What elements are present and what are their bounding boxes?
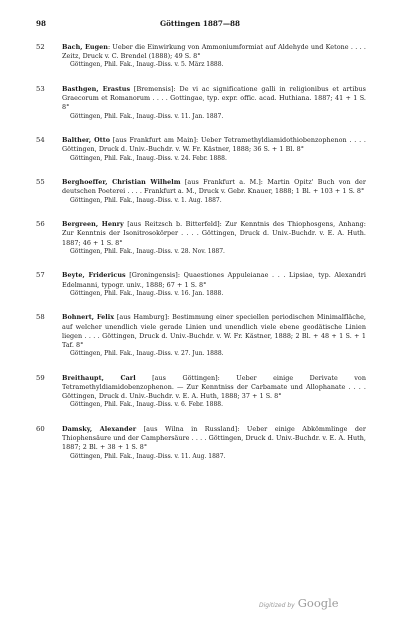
entry-note: Göttingen, Phil. Fak., Inaug.-Diss. v. 1. Aug. 1887. [70,196,222,204]
entry-note: Göttingen, Phil. Fak., Inaug.-Diss. v. 27. Jun. 1888. [70,350,224,358]
entry-note: Göttingen, Phil. Fak., Inaug.-Diss. v. 28. Nov. 1887. [70,247,225,255]
entry-number: 57 [36,271,45,280]
entry-number: 59 [36,373,45,382]
entry-author: Berghoeffer, Christian Wilhelm [62,178,181,187]
google-logo: Google [297,596,339,610]
entry-text: [Groningensis]: Quaestiones Appuleianae . . . Lipsiae, typ. Alexandri Edelmanni, typogr. univ., 1888; 67 + 1 S. 8° [62,271,367,289]
entry-text: [aus Frankfurt am Main]: Ueber Tetramethyldiamidothiobenzophenon . . . . Göttingen, Druck d. Univ.-Buchdr. v. W. Fr. Kästner, 1888; 36 S. + 1 Bl. 8° [62,136,366,154]
entry-note: Göttingen, Phil. Fak., Inaug.-Diss. v. 11. Jan. 1887. [70,112,224,120]
entry-number: 58 [36,313,45,322]
bibliography-entry [36,85,366,121]
entry-text: : Ueber die Einwirkung von Ammoniumformiat auf Aldehyde und Ketone . . . . Zeitz, Druck v. C. Brendel (1888); 49 S. 8° [62,43,367,61]
entry-note: Göttingen, Phil. Fak., Inaug.-Diss. v. 11. Aug. 1887. [70,452,226,460]
bibliography-entry [36,271,366,298]
running-title: Göttingen 1887—88 [159,19,241,28]
entry-author: Beyte, Fridericus [62,271,126,280]
digitization-watermark [259,596,339,610]
entry-number: 56 [36,220,45,229]
entry-citation [62,136,366,154]
entry-author: Bohnert, Felix [62,313,115,322]
entry-text: [aus Göttingen]: Ueber einige Derivate von Tetramethyldiamidobenzophenon. — Zur Kenntniss der Carbamate und Allophanate . . . . Göttingen, Druck d. Univ.-Buchdr. v. E. A. Huth, 1888; 37 + 1 S. 8° [62,373,366,401]
entry-citation [62,220,366,248]
entry-text: [aus Frankfurt a. M.]: Martin Opitz' Buch von der deutschen Poeterei . . . . Frankfurt a. M., Druck v. Gebr. Knauer, 1888; 1 Bl. + 103 + 1 S. 8° [62,178,366,196]
entry-citation [62,374,366,402]
entry-author: Bach, Eugen [62,43,108,51]
digitized-by-text: Digitized by [259,602,295,609]
entry-number: 53 [36,85,45,93]
entry-citation [62,271,366,289]
entry-text: [aus Reitzsch b. Bitterfeld]: Zur Kenntnis des Thiophosgens, Anhang: Zur Kenntnis der Isonitrosokörper . . . . Göttingen, Druck d. Univ.-Buchdr. v. E. A. Huth. 1887; 46 + 1 S. 8° [62,220,366,247]
entry-number: 60 [36,425,45,434]
entry-author: Basthgen, Erastus [62,85,131,93]
entry-citation [62,178,366,196]
page-number: 98 [36,19,47,28]
bibliography-entry [36,178,366,205]
entry-note: Göttingen, Phil. Fak., Inaug.-Diss. v. 5. März 1888. [70,61,224,69]
entry-number: 55 [36,178,45,187]
bibliography-entry [36,43,366,70]
entry-text: [Bremensis]: De vi ac significatione galli in religionibus et artibus Graecorum et Romanorum . . . . Gottingae, typ. expr. offic. acad. Huthiana. 1887; 41 + 1 S. 8° [62,85,366,112]
entry-list [36,43,366,461]
entry-note: Göttingen, Phil. Fak., Inaug.-Diss. v. 24. Febr. 1888. [70,154,227,162]
entry-number: 54 [36,136,45,145]
entry-note: Göttingen, Phil. Fak., Inaug.-Diss. v. 16. Jan. 1888. [70,289,224,297]
bibliography-entry [36,425,366,461]
entry-text: [aus Wilna in Russland]: Ueber einige Abkömmlinge der Thiophensäure und der Camphersäure . . . . Göttingen, Druck d. Univ.-Buchdr. v. E. A. Huth, 1887; 2 Bl. + 38 + 1 S. 8° [62,425,366,452]
bibliography-entry [36,220,366,256]
entry-author: Breithaupt, Carl [62,373,136,382]
entry-author: Balther, Otto [62,136,111,145]
entry-number: 52 [36,43,45,51]
entry-citation [62,425,366,453]
entry-author: Damsky, Alexander [62,425,137,434]
entry-note: Göttingen, Phil. Fak., Inaug.-Diss. v. 6. Febr. 1888. [70,401,224,409]
entry-citation [62,85,366,113]
entry-author: Bergreen, Henry [62,220,124,229]
entry-citation [62,313,366,350]
entry-citation [62,43,366,61]
bibliography-entry [36,313,366,358]
bibliography-entry [36,374,366,410]
entry-text: [aus Hamburg]: Bestimmung einer speciellen periodischen Minimalfläche, auf welcher unendlich viele gerade Linien und unendlich viele ebene geodätische Linien liegen . . . . Göttingen, Druck d. Univ.-Buchdr. v. W. Fr. Kästner, 1888; 2 Bl. + 48 + 1 S. + 1 Taf. 8° [62,313,366,350]
bibliography-entry [36,136,366,163]
